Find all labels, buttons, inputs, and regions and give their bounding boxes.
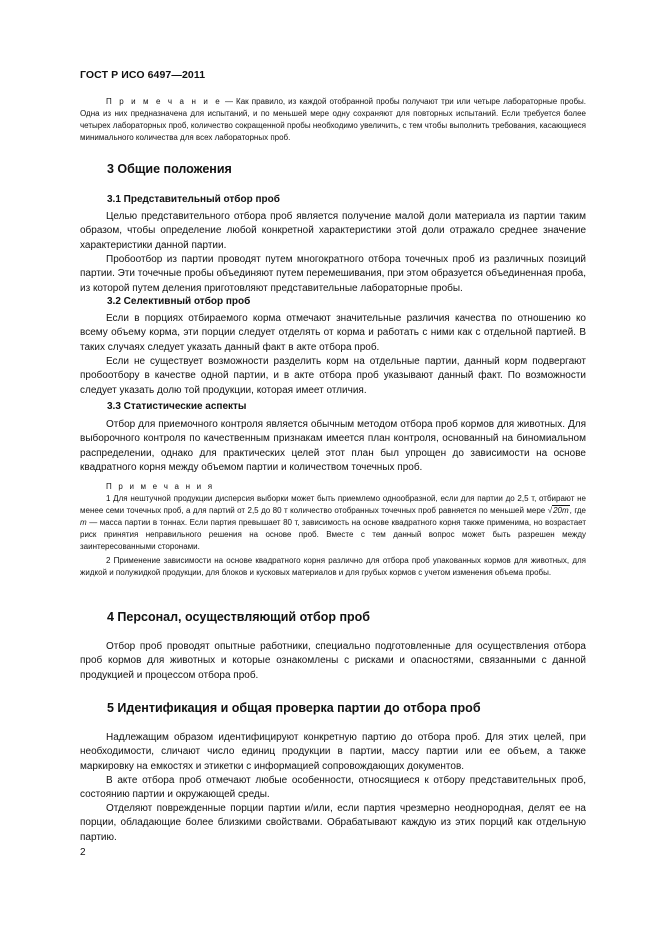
section-5-title: 5 Идентификация и общая проверка партии до отбора проб [107, 701, 481, 715]
note-intro-text: — Как правило, из каждой отобранной пробы получают три или четыре лабораторные пробы. Одна из них предназначена для испытаний, и по меньшей мере одну сохраняют для повторных испытаний. Если требуется более четырех лабораторных проб, количество сокращенной пробы необходимо увеличить, с тем чтобы выполнить требования, касающиеся минимального количества для всех лабораторных проб. [80, 97, 587, 142]
section-3-1-title: 3.1 Представительный отбор проб [107, 194, 280, 205]
note-2-text: 2 Применение зависимости на основе квадратного корня различно для отбора проб упакованных кормов для животных, для жидкой и полужидкой продукции, для блоков и кусковых материалов и для грубых кормов с учетом изменения объема пробы. [80, 556, 586, 577]
note-1-part-c: — масса партии в тоннах. Если партия превышает 80 т, зависимость на основе квадратного корня также применима, но возрастает риск принятия неправильного решения на основе проб. Вместе с тем данный вопрос может быть разрешен между заинтересованными сторонами. [80, 518, 586, 551]
section-4-paragraph-1: Отбор проб проводят опытные работники, специально подготовленные для осуществления отбора проб кормов для животных и которые ознакомлены с рисками и опасностями, связанными с данной продукцией и процессом отбора проб. [80, 641, 586, 681]
section-3-2-title: 3.2 Селективный отбор проб [107, 296, 251, 307]
note-intro-label: П р и м е ч а н и е [106, 97, 222, 106]
section-3-1-paragraph-1: Целью представительного отбора проб является получение малой доли материала из партии таким образом, чтобы определение любой конкретной характеристики этой доли отражало среднее значение характеристики данной партии. [80, 211, 586, 251]
note-1-sqrt-expression: 20m [553, 506, 569, 515]
note-2 [80, 555, 586, 579]
section-3-title: 3 Общие положения [107, 162, 232, 176]
section-3-1-paragraph-2: Пробоотбор из партии проводят путем многократного отбора точечных проб из различных позиций партии. Эти точечные пробы объединяют путем перемешивания, при этом образуется объединенная проба, из которой путем деления приготовляют представительные лабораторные пробы. [80, 254, 586, 294]
section-3-2-paragraph-1: Если в порциях отбираемого корма отмечают значительные различия качества по отношению ко всему объему корма, эти порции следует отделять от корма и работать с ними как с отдельной партией. В таких случаях следует указать данный факт в акте отбора проб. [80, 313, 586, 353]
page-number: 2 [80, 847, 86, 858]
section-3-2-paragraph-2: Если не существует возможности разделить корм на отдельные партии, данный корм подвергают пробоотбору в качестве одной партии, и в акте отбора проб указывают данный факт. По возможности следует указать долю той продукции, которая имеет отличия. [80, 356, 586, 396]
notes-label [106, 481, 586, 493]
note-1-part-a: 1 Для нештучной продукции дисперсия выборки может быть приемлемо однообразной, если для партии до 2,5 т, отбирают не менее семи точечных проб, а для партий от 2,5 до 80 т количество отобранных точечных проб равняется по меньшей мере [80, 494, 586, 515]
note-intro [80, 96, 586, 144]
section-3-3-paragraph-1: Отбор для приемочного контроля является обычным методом отбора проб кормов для животных. Для выборочного контроля по качественным признакам имеется план контроля, основанный на биномиальном распределении, однако для практических целей этот план был упрощен до зависимости на основе квадратного корня между объемом партии и количеством точечных проб. [80, 419, 586, 473]
note-1-part-b: , где [569, 506, 586, 515]
section-5-paragraph-3: Отделяют поврежденные порции партии и/или, если партия чрезмерно неоднородная, делят ее на порции, обладающие более близкими свойствами. Обрабатывают каждую из этих порций как отдельную партию. [80, 803, 586, 843]
section-3-3-title: 3.3 Статистические аспекты [107, 401, 247, 412]
section-5-paragraph-2: В акте отбора проб отмечают любые особенности, относящиеся к отбору представительных проб, состоянию партии и окружающей среды. [80, 775, 586, 801]
note-1: 1 Для нештучной продукции дисперсия выборки может быть приемлемо однообразной, если для партии до 2,5 т, отбирают не менее семи точечных проб, а для партий от 2,5 до 80 т количество отобранных точечных проб равняется по меньшей мере √20m, где m — масса партии в тоннах. Если партия превышает 80 т, зависимость на основе квадратного корня также применима, но возрастает риск принятия неправильного решения на основе проб. Вместе с тем данный вопрос может быть разрешен между заинтересованными сторонами. [80, 494, 586, 551]
section-5-paragraph-1: Надлежащим образом идентифицируют конкретную партию до отбора проб. Для этих целей, при необходимости, сличают число единиц продукции в партии, массу партии или ее объем, а также маркировку на емкостях и этикетки с информацией сопровождающих документов. [80, 732, 586, 772]
document-header: ГОСТ Р ИСО 6497—2011 [80, 69, 206, 81]
notes-label-text: П р и м е ч а н и я [106, 482, 215, 491]
note-1-variable-m: m [80, 518, 87, 527]
section-4-title: 4 Персонал, осуществляющий отбор проб [107, 610, 371, 624]
